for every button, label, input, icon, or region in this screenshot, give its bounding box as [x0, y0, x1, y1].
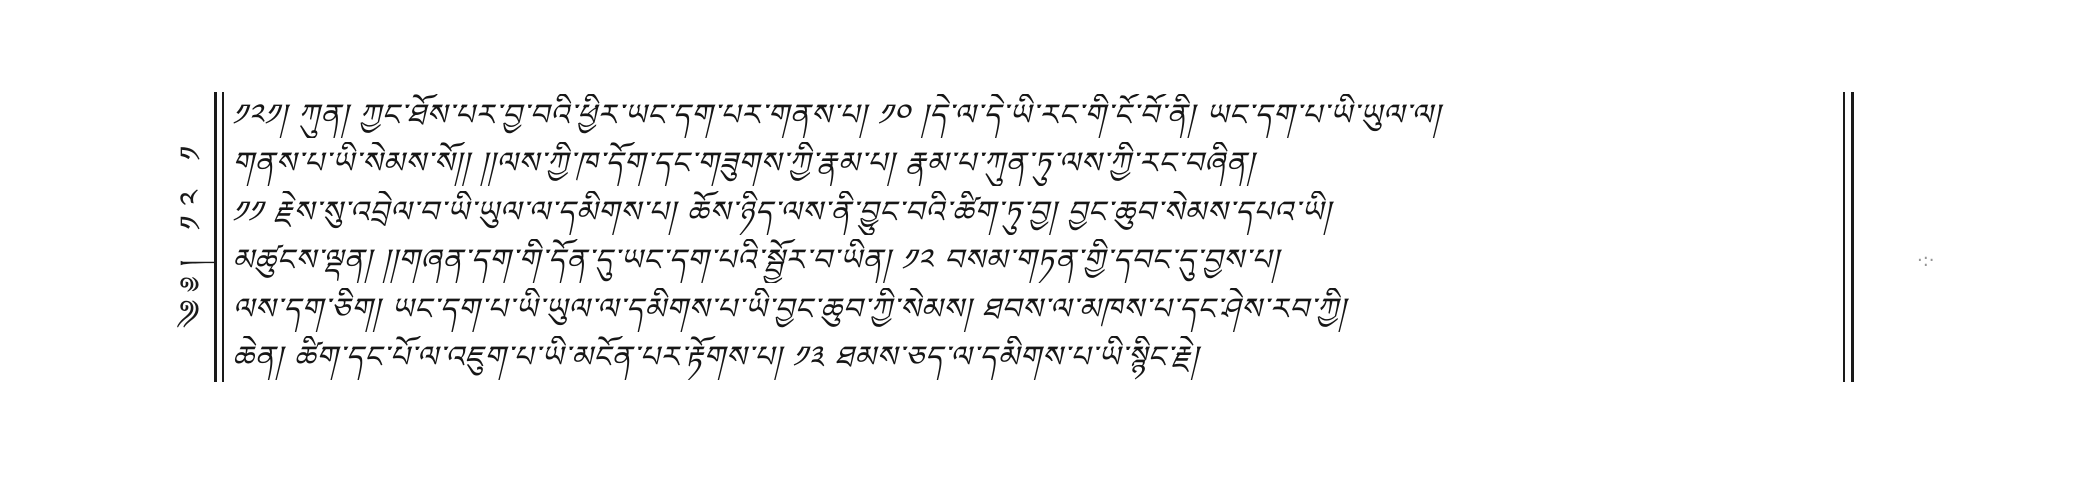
margin-stamp: ·:·: [1917, 250, 1935, 271]
folio-label: ༄༅། ༡༢ ༡: [174, 135, 209, 329]
text-line-3: ༡༡ རྗེས་སུ་འབྲེལ་བ་ཡི་ཡུལ་ལ་དམིགས་པ། ཆོས་ཉིད་ལས་ནི་བྱུང་བའི་ཚིག་ཏུ་བྱ། བྱང་ཆུབ་སེམས་དཔའ་ཡི།: [232, 194, 1331, 230]
text-line-4: མཚུངས་ལྡན། །།གཞན་དག་གི་དོན་དུ་ཡང་དག་པའི་སྦྱོར་བ་ཡིན། ༡༢ བསམ་གཏན་གྱི་དབང་དུ་བྱས་པ།: [232, 243, 1280, 279]
right-border-inner: [1843, 92, 1845, 382]
text-line-5: ལས་དག་ཅིག། ཡང་དག་པ་ཡི་ཡུལ་ལ་དམིགས་པ་ཡི་བྱང་ཆུབ་ཀྱི་སེམས། ཐབས་ལ་མཁས་པ་དང་ཤེས་རབ་ཀྱི།: [232, 291, 1347, 327]
text-line-2: གནས་པ་ཡི་སེམས་སོ།། །།ལས་ཀྱི་ཁ་དོག་དང་གཟུགས་ཀྱི་རྣམ་པ། རྣམ་པ་ཀུན་ཏུ་ལས་ཀྱི་རང་བཞིན།: [232, 146, 1255, 182]
left-border-outer: [214, 92, 217, 382]
left-border-inner: [222, 92, 224, 382]
right-border-outer: [1851, 92, 1854, 382]
text-line-6: ཆེན། ཚིག་དང་པོ་ལ་འཇུག་པ་ཡི་མངོན་པར་རྟོགས་པ། ༡༣ ཐམས་ཅད་ལ་དམིགས་པ་ཡི་སྙིང་རྗེ།: [232, 339, 1199, 375]
text-line-1: ༡༢༡། ཀུན། ཀྱང་ཐོས་པར་བྱ་བའི་ཕྱིར་ཡང་དག་པར་གནས་པ། ༡༠ །དེ་ལ་དེ་ཡི་རང་གི་ངོ་བོ་ནི། ཡང་དག་པ་ཡི་ཡུལ་ལ།: [232, 98, 1441, 133]
page-margin-label: [172, 97, 212, 367]
text-body: [232, 94, 1837, 380]
